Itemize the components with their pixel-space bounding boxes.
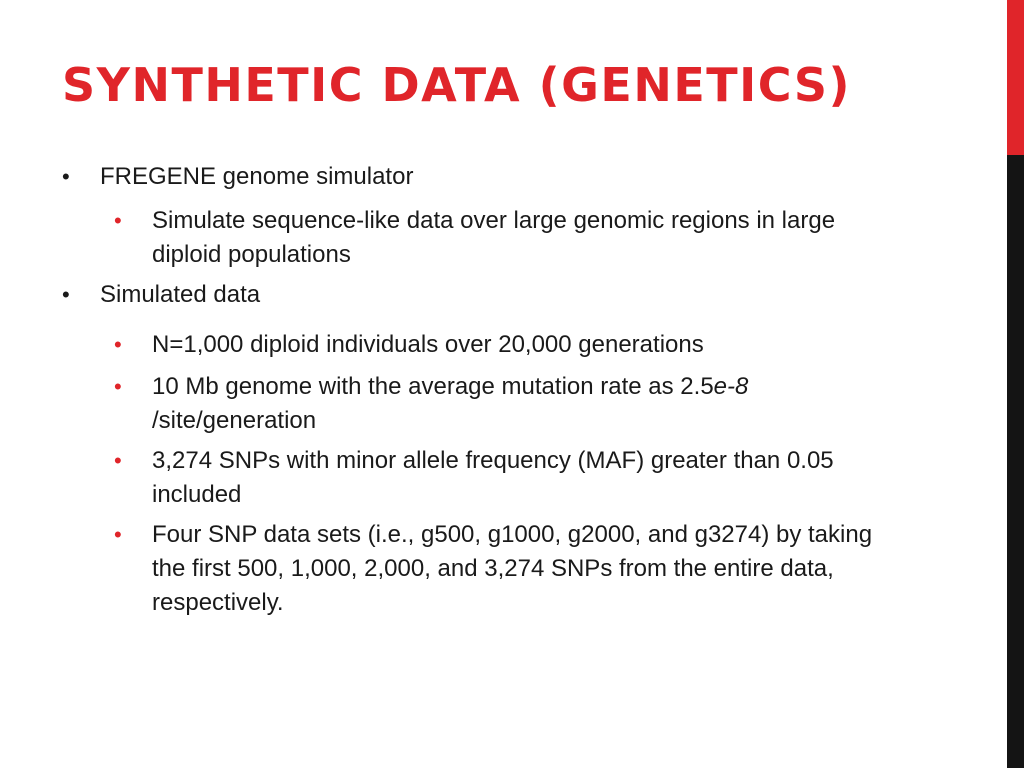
bullet-marker: • bbox=[114, 448, 122, 473]
bullet-text: Simulate sequence-like data over large genomic regions in large diploid populations bbox=[152, 207, 836, 268]
bullet-text: Four SNP data sets (i.e., g500, g1000, g2000, and g3274) by taking the first 500, 1,000, 2,000, and 3,274 SNPs from the entire data, respectively. bbox=[152, 521, 873, 616]
bullet-list bbox=[60, 160, 900, 620]
bullet-fregene bbox=[60, 160, 900, 194]
bullet-mutation-rate bbox=[60, 370, 900, 438]
slide-title: SYNTHETIC DATA (GENETICS) bbox=[62, 58, 852, 112]
accent-bar-red bbox=[1007, 0, 1024, 155]
bullet-text-main: 10 Mb genome with the average mutation rate as 2.5 bbox=[152, 373, 714, 400]
bullet-text: N=1,000 diploid individuals over 20,000 generations bbox=[152, 331, 704, 358]
bullet-population bbox=[60, 328, 900, 362]
bullet-text: FREGENE genome simulator bbox=[100, 163, 414, 190]
bullet-marker: • bbox=[114, 374, 122, 399]
bullet-marker: • bbox=[114, 208, 122, 233]
bullet-text: 3,274 SNPs with minor allele frequency (MAF) greater than 0.05 included bbox=[152, 447, 834, 508]
accent-bar-dark bbox=[1007, 155, 1024, 768]
bullet-text: Simulated data bbox=[100, 281, 261, 308]
bullet-marker: • bbox=[114, 522, 122, 547]
bullet-simulate-sequence bbox=[60, 204, 900, 272]
bullet-simulated-data bbox=[60, 278, 900, 312]
bullet-text bbox=[152, 373, 748, 434]
bullet-text-exponent: e-8 bbox=[713, 373, 749, 400]
bullet-snp-data-sets bbox=[60, 518, 900, 620]
bullet-marker: • bbox=[62, 282, 70, 307]
bullet-text-unit: /site/generation bbox=[152, 407, 317, 434]
bullet-marker: • bbox=[114, 332, 122, 357]
bullet-snps-maf bbox=[60, 444, 900, 512]
bullet-marker: • bbox=[62, 164, 70, 189]
